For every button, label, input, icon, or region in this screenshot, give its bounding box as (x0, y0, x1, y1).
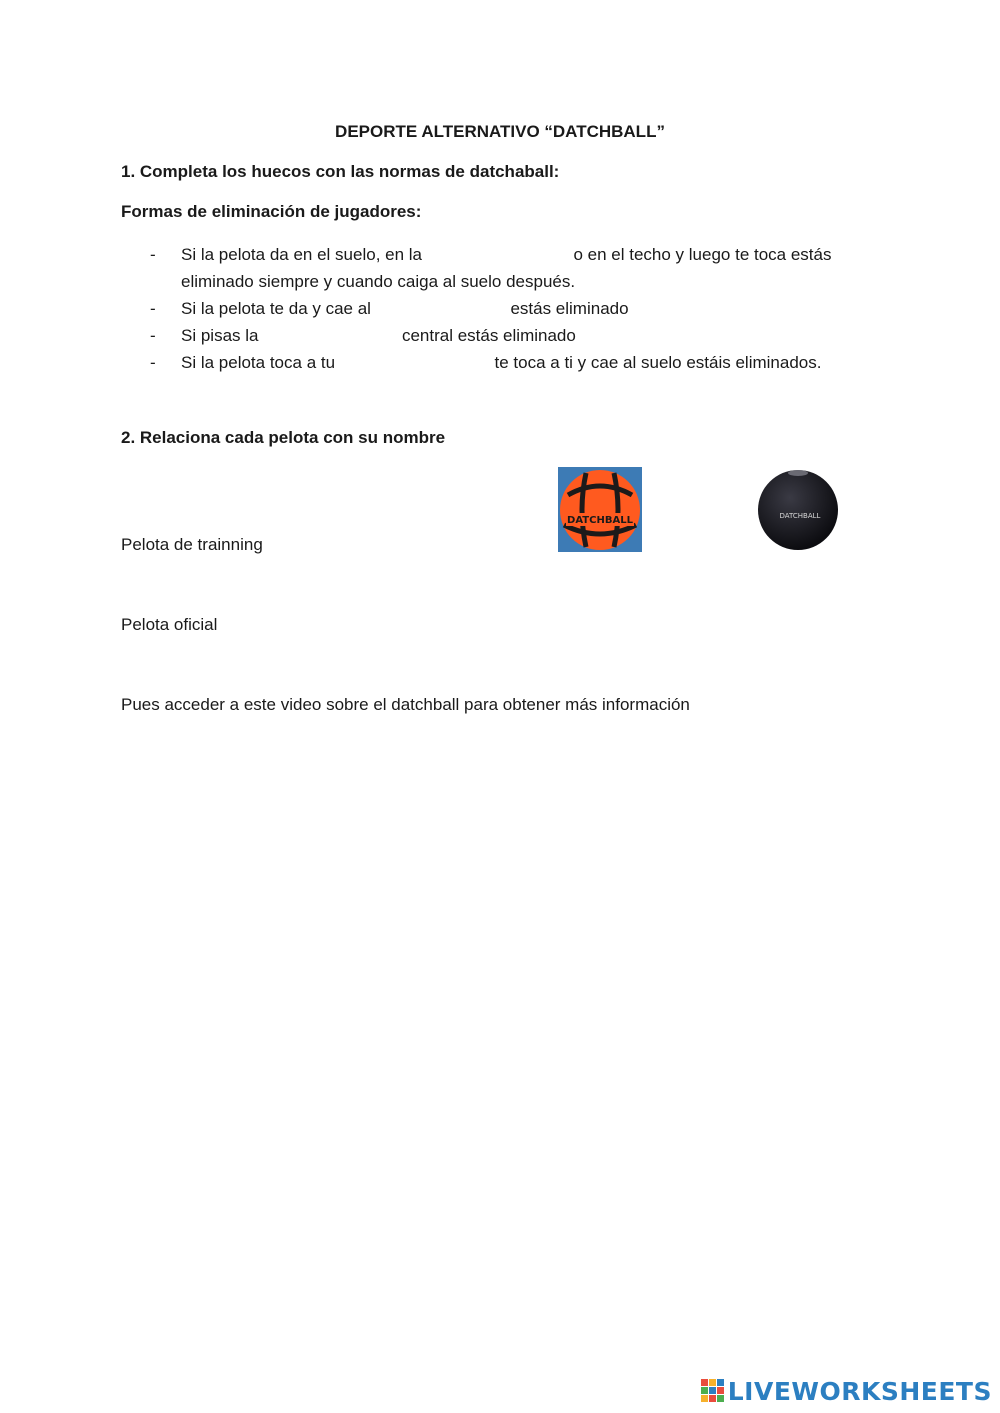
liveworksheets-logo-text: LIVEWORKSHEETS (727, 1376, 992, 1406)
rule-item-1 (150, 241, 910, 295)
ball-name-official[interactable]: Pelota oficial (121, 615, 218, 634)
rule-1-before: Si la pelota da en el suelo, en la (181, 245, 423, 264)
rule-item-2 (150, 295, 910, 322)
rule-item-4 (150, 349, 910, 376)
rule-item-3 (150, 322, 910, 349)
bullet-dash: - (150, 245, 156, 264)
rule-4-after: te toca a ti y cae al suelo estáis eliminados. (494, 353, 822, 372)
bullet-dash: - (150, 299, 156, 318)
rule-3-after: central estás eliminado (401, 326, 576, 345)
bullet-dash: - (150, 353, 156, 372)
question-2-heading: 2. Relaciona cada pelota con su nombre (121, 428, 446, 447)
question-1-heading: 1. Completa los huecos con las normas de datchaball: (121, 162, 560, 181)
video-info-text: Pues acceder a este video sobre el datchball para obtener más información (121, 695, 690, 714)
blank-input-4[interactable] (340, 357, 490, 375)
orange-ball-label: DATCHBALL (567, 515, 633, 526)
page-title: DEPORTE ALTERNATIVO “DATCHBALL” (335, 122, 665, 141)
liveworksheets-logo-icon (701, 1379, 725, 1403)
ball-name-training[interactable]: Pelota de trainning (121, 535, 263, 554)
bullet-dash: - (150, 326, 156, 345)
orange-ball-image (558, 467, 642, 552)
rule-1-after: o en el techo y luego te toca estás (573, 245, 832, 264)
rule-2-before: Si la pelota te da y cae al (181, 299, 371, 318)
rules-list (150, 241, 910, 376)
rule-1-line2: eliminado siempre y cuando caiga al suelo después. (181, 272, 576, 291)
orange-ball-icon (558, 467, 642, 552)
rule-2-after: estás eliminado (510, 299, 629, 318)
blank-input-2[interactable] (376, 303, 506, 321)
black-ball-image (757, 467, 841, 552)
blank-input-3[interactable] (263, 330, 397, 348)
rule-3-before: Si pisas la (181, 326, 259, 345)
black-ball-icon (757, 467, 841, 552)
liveworksheets-logo (701, 1377, 992, 1405)
black-ball-label: DATCHBALL (779, 512, 821, 520)
blank-input-1[interactable] (427, 249, 569, 267)
elimination-subheading: Formas de eliminación de jugadores: (121, 202, 422, 221)
rule-4-before: Si la pelota toca a tu (181, 353, 336, 372)
